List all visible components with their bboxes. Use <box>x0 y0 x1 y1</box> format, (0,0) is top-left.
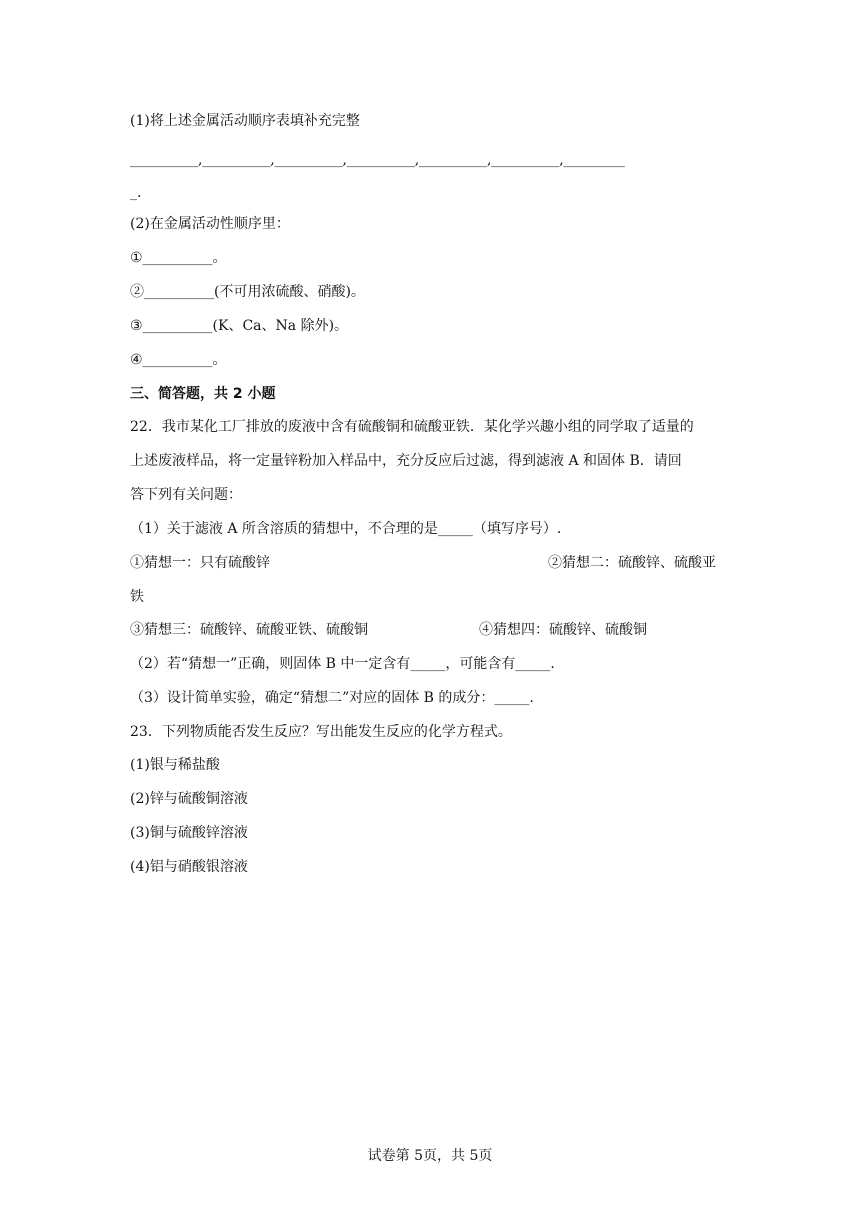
q21-item-2: ②__________(不可用浓硫酸、硝酸)。 <box>130 284 365 300</box>
q22-sub-question-1: （1）关于滤液 A 所含溶质的猜想中，不合理的是_____（填写序号）. <box>130 521 562 537</box>
q21-part1-prompt: (1)将上述金属活动顺序表填补充完整 <box>130 113 360 129</box>
q22-stem-line-2: 上述废液样品，将一定量锌粉加入样品中，充分反应后过滤，得到滤液 A 和固体 B．请回 <box>130 453 682 469</box>
q22-guess-2-continued: 铁 <box>130 589 144 605</box>
q22-guess-4: ④猜想四：硫酸锌、硫酸铜 <box>479 622 647 638</box>
q21-part1-blanks: __________,__________,__________,__________,__________,__________,_________ <box>130 152 625 168</box>
q21-item-4: ④__________。 <box>130 352 227 368</box>
page-footer: 试卷第 5页，共 5页 <box>367 1148 493 1164</box>
q21-item-3: ③__________(K、Ca、Na 除外)。 <box>130 318 349 334</box>
q23-item-1: (1)银与稀盐酸 <box>130 757 220 773</box>
q22-guess-3: ③猜想三：硫酸锌、硫酸亚铁、硫酸铜 <box>130 622 368 638</box>
q21-part2-prompt: (2)在金属活动性顺序里： <box>130 216 290 232</box>
q22-sub-question-3: （3）设计简单实验，确定“猜想二”对应的固体 B 的成分：_____. <box>130 690 534 706</box>
q22-stem-line-3: 答下列有关问题： <box>130 487 242 503</box>
q22-stem-line-1: 22．我市某化工厂排放的废液中含有硫酸铜和硫酸亚铁．某化学兴趣小组的同学取了适量的 <box>130 419 694 435</box>
q22-guess-1: ①猜想一：只有硫酸锌 <box>130 555 270 571</box>
q23-stem: 23．下列物质能否发生反应？写出能发生反应的化学方程式。 <box>130 724 512 740</box>
q22-sub-question-2: （2）若“猜想一”正确，则固体 B 中一定含有_____，可能含有_____. <box>130 656 555 672</box>
q22-guess-2: ②猜想二：硫酸锌、硫酸亚 <box>548 555 716 571</box>
section-heading: 三、简答题，共 2 小题 <box>130 386 276 402</box>
q23-item-2: (2)锌与硫酸铜溶液 <box>130 791 248 807</box>
q21-item-1: ①__________。 <box>130 250 227 266</box>
q23-item-3: (3)铜与硫酸锌溶液 <box>130 825 248 841</box>
q23-item-4: (4)铝与硝酸银溶液 <box>130 859 248 875</box>
q21-part1-end: _. <box>130 185 142 201</box>
